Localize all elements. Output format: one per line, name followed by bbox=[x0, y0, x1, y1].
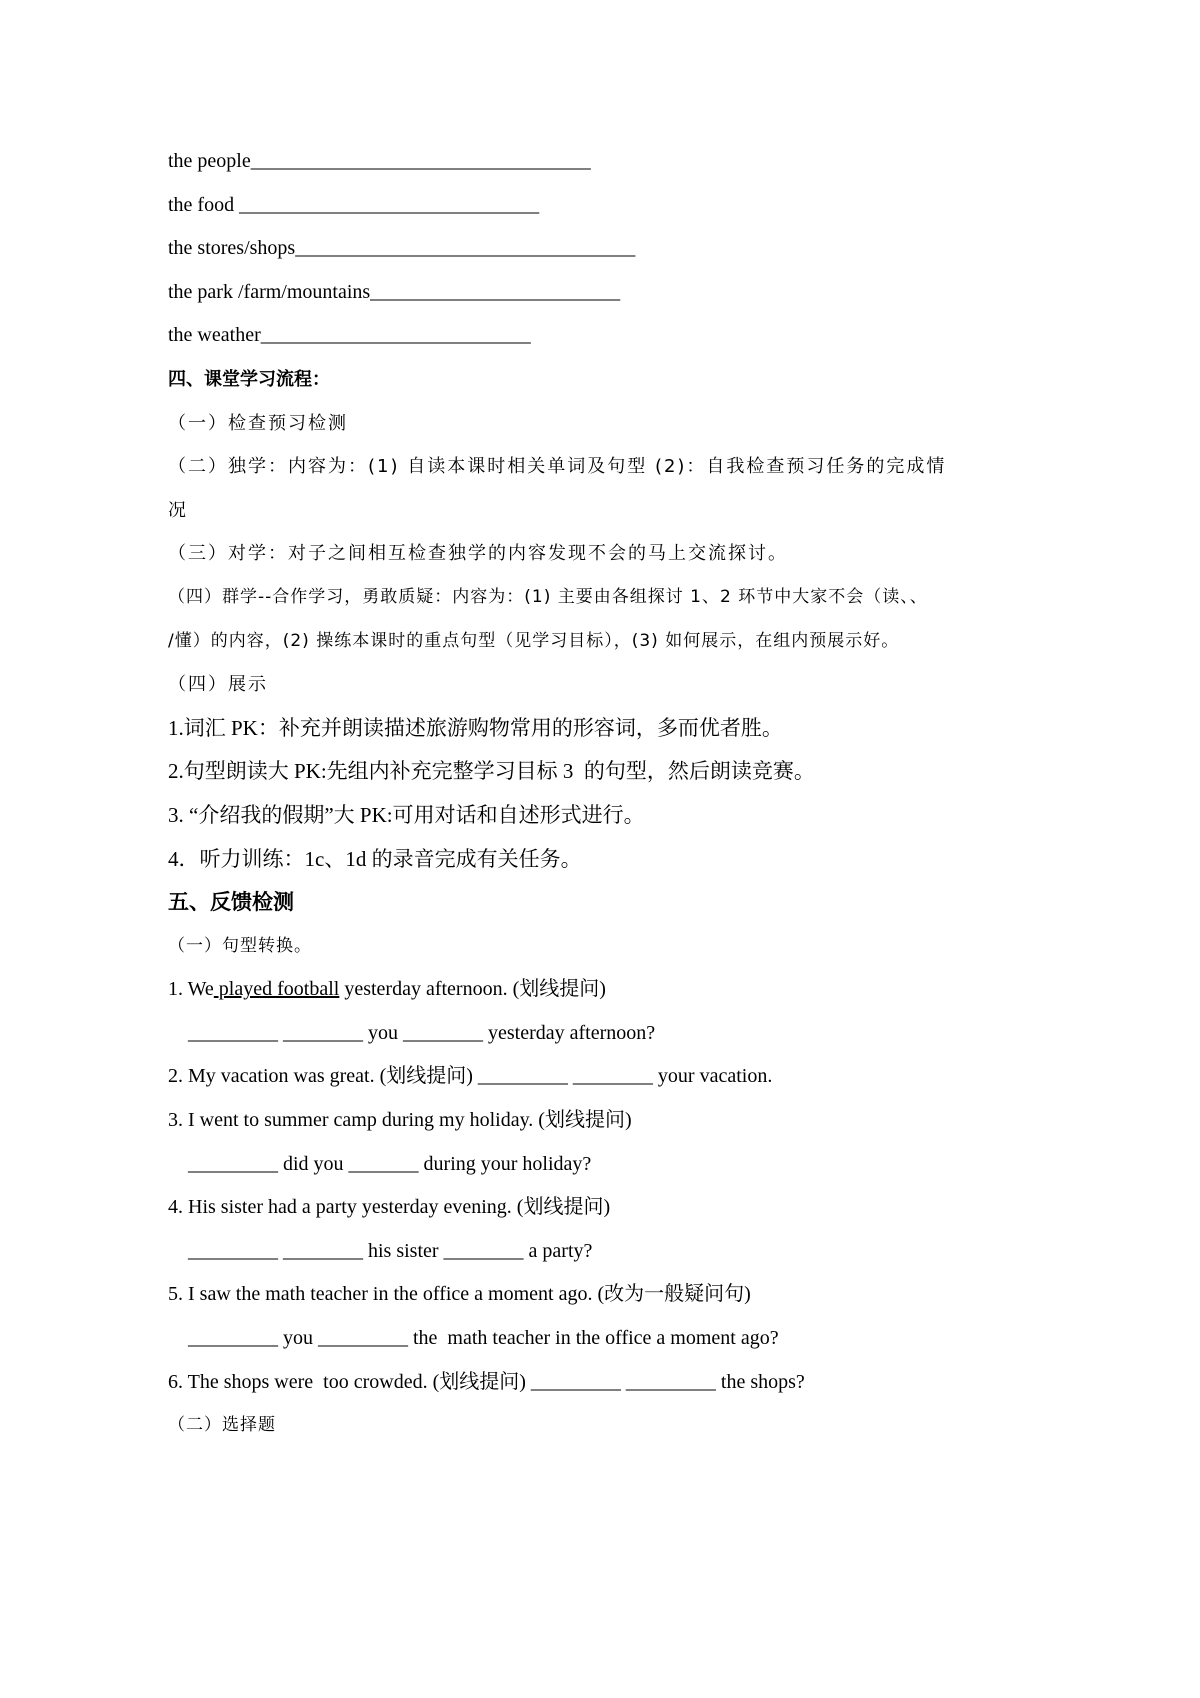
question-4: 4. His sister had a party yesterday evening. (划线提问) bbox=[168, 1196, 611, 1219]
question-1 bbox=[168, 968, 1048, 1012]
section5-sub2: （二）选择题 bbox=[168, 1415, 276, 1436]
section4-item: （三）对学：对子之间相互检查独学的内容发现不会的马上交流探讨。 bbox=[168, 543, 788, 565]
section5-heading: 五、反馈检测 bbox=[168, 890, 294, 915]
fill-line-park: the park /farm/mountains_________________________ bbox=[168, 280, 621, 303]
fill-line-people: the people__________________________________ bbox=[168, 150, 591, 172]
fill-line-weather: the weather___________________________ bbox=[168, 324, 531, 347]
fill-line-food: the food ______________________________ bbox=[168, 193, 540, 216]
question-5: 5. I saw the math teacher in the office a moment ago. (改为一般疑问句) bbox=[168, 1283, 751, 1306]
section4-item: /懂）的内容，(2) 操练本课时的重点句型（见学习目标），(3) 如何展示，在组内预展示好。 bbox=[168, 630, 900, 651]
question-2: 2. My vacation was great. (划线提问) _________ ________ your vacation. bbox=[168, 1065, 773, 1088]
q1-post: yesterday afternoon. (划线提问) bbox=[339, 978, 606, 1001]
section4-item: （四）展示 bbox=[168, 674, 268, 696]
answer-5: _________ you _________ the math teacher in the office a moment ago? bbox=[188, 1327, 779, 1350]
section5-sub1: （一）句型转换。 bbox=[168, 935, 312, 956]
section4-heading: 四、课堂学习流程： bbox=[168, 368, 330, 390]
section4-item: （一）检查预习检测 bbox=[168, 412, 348, 434]
show-item: 1.词汇 PK：补充并朗读描述旅游购物常用的形容词，多而优者胜。 bbox=[168, 715, 783, 740]
q1-underlined: played football bbox=[213, 978, 340, 1001]
q1-pre: 1. We bbox=[168, 978, 214, 1001]
section4-item: （四）群学--合作学习，勇敢质疑：内容为：(1) 主要由各组探讨 1、2 环节中大家不会（读、、 bbox=[168, 586, 928, 607]
show-item: 3. “介绍我的假期”大 PK:可用对话和自述形式进行。 bbox=[168, 802, 645, 827]
question-3: 3. I went to summer camp during my holiday. (划线提问) bbox=[168, 1109, 632, 1132]
answer-4: _________ ________ his sister ________ a party? bbox=[188, 1239, 593, 1262]
show-item: 2.句型朗读大 PK:先组内补充完整学习目标 3 的句型，然后朗读竞赛。 bbox=[168, 759, 815, 784]
question-6: 6. The shops were too crowded. (划线提问) _________ _________ the shops? bbox=[168, 1370, 805, 1393]
answer-3: _________ did you _______ during your holiday? bbox=[188, 1152, 592, 1175]
section4-item: 况 bbox=[168, 499, 188, 521]
show-item: 4．听力训练：1c、1d 的录音完成有关任务。 bbox=[168, 846, 582, 871]
document-page bbox=[168, 140, 1048, 1448]
fill-line-stores: the stores/shops__________________________________ bbox=[168, 237, 636, 260]
section4-item: （二）独学：内容为：(1) 自读本课时相关单词及句型 (2)：自我检查预习任务的完成情 bbox=[168, 456, 947, 478]
answer-1: _________ ________ you ________ yesterday afternoon? bbox=[188, 1021, 656, 1044]
